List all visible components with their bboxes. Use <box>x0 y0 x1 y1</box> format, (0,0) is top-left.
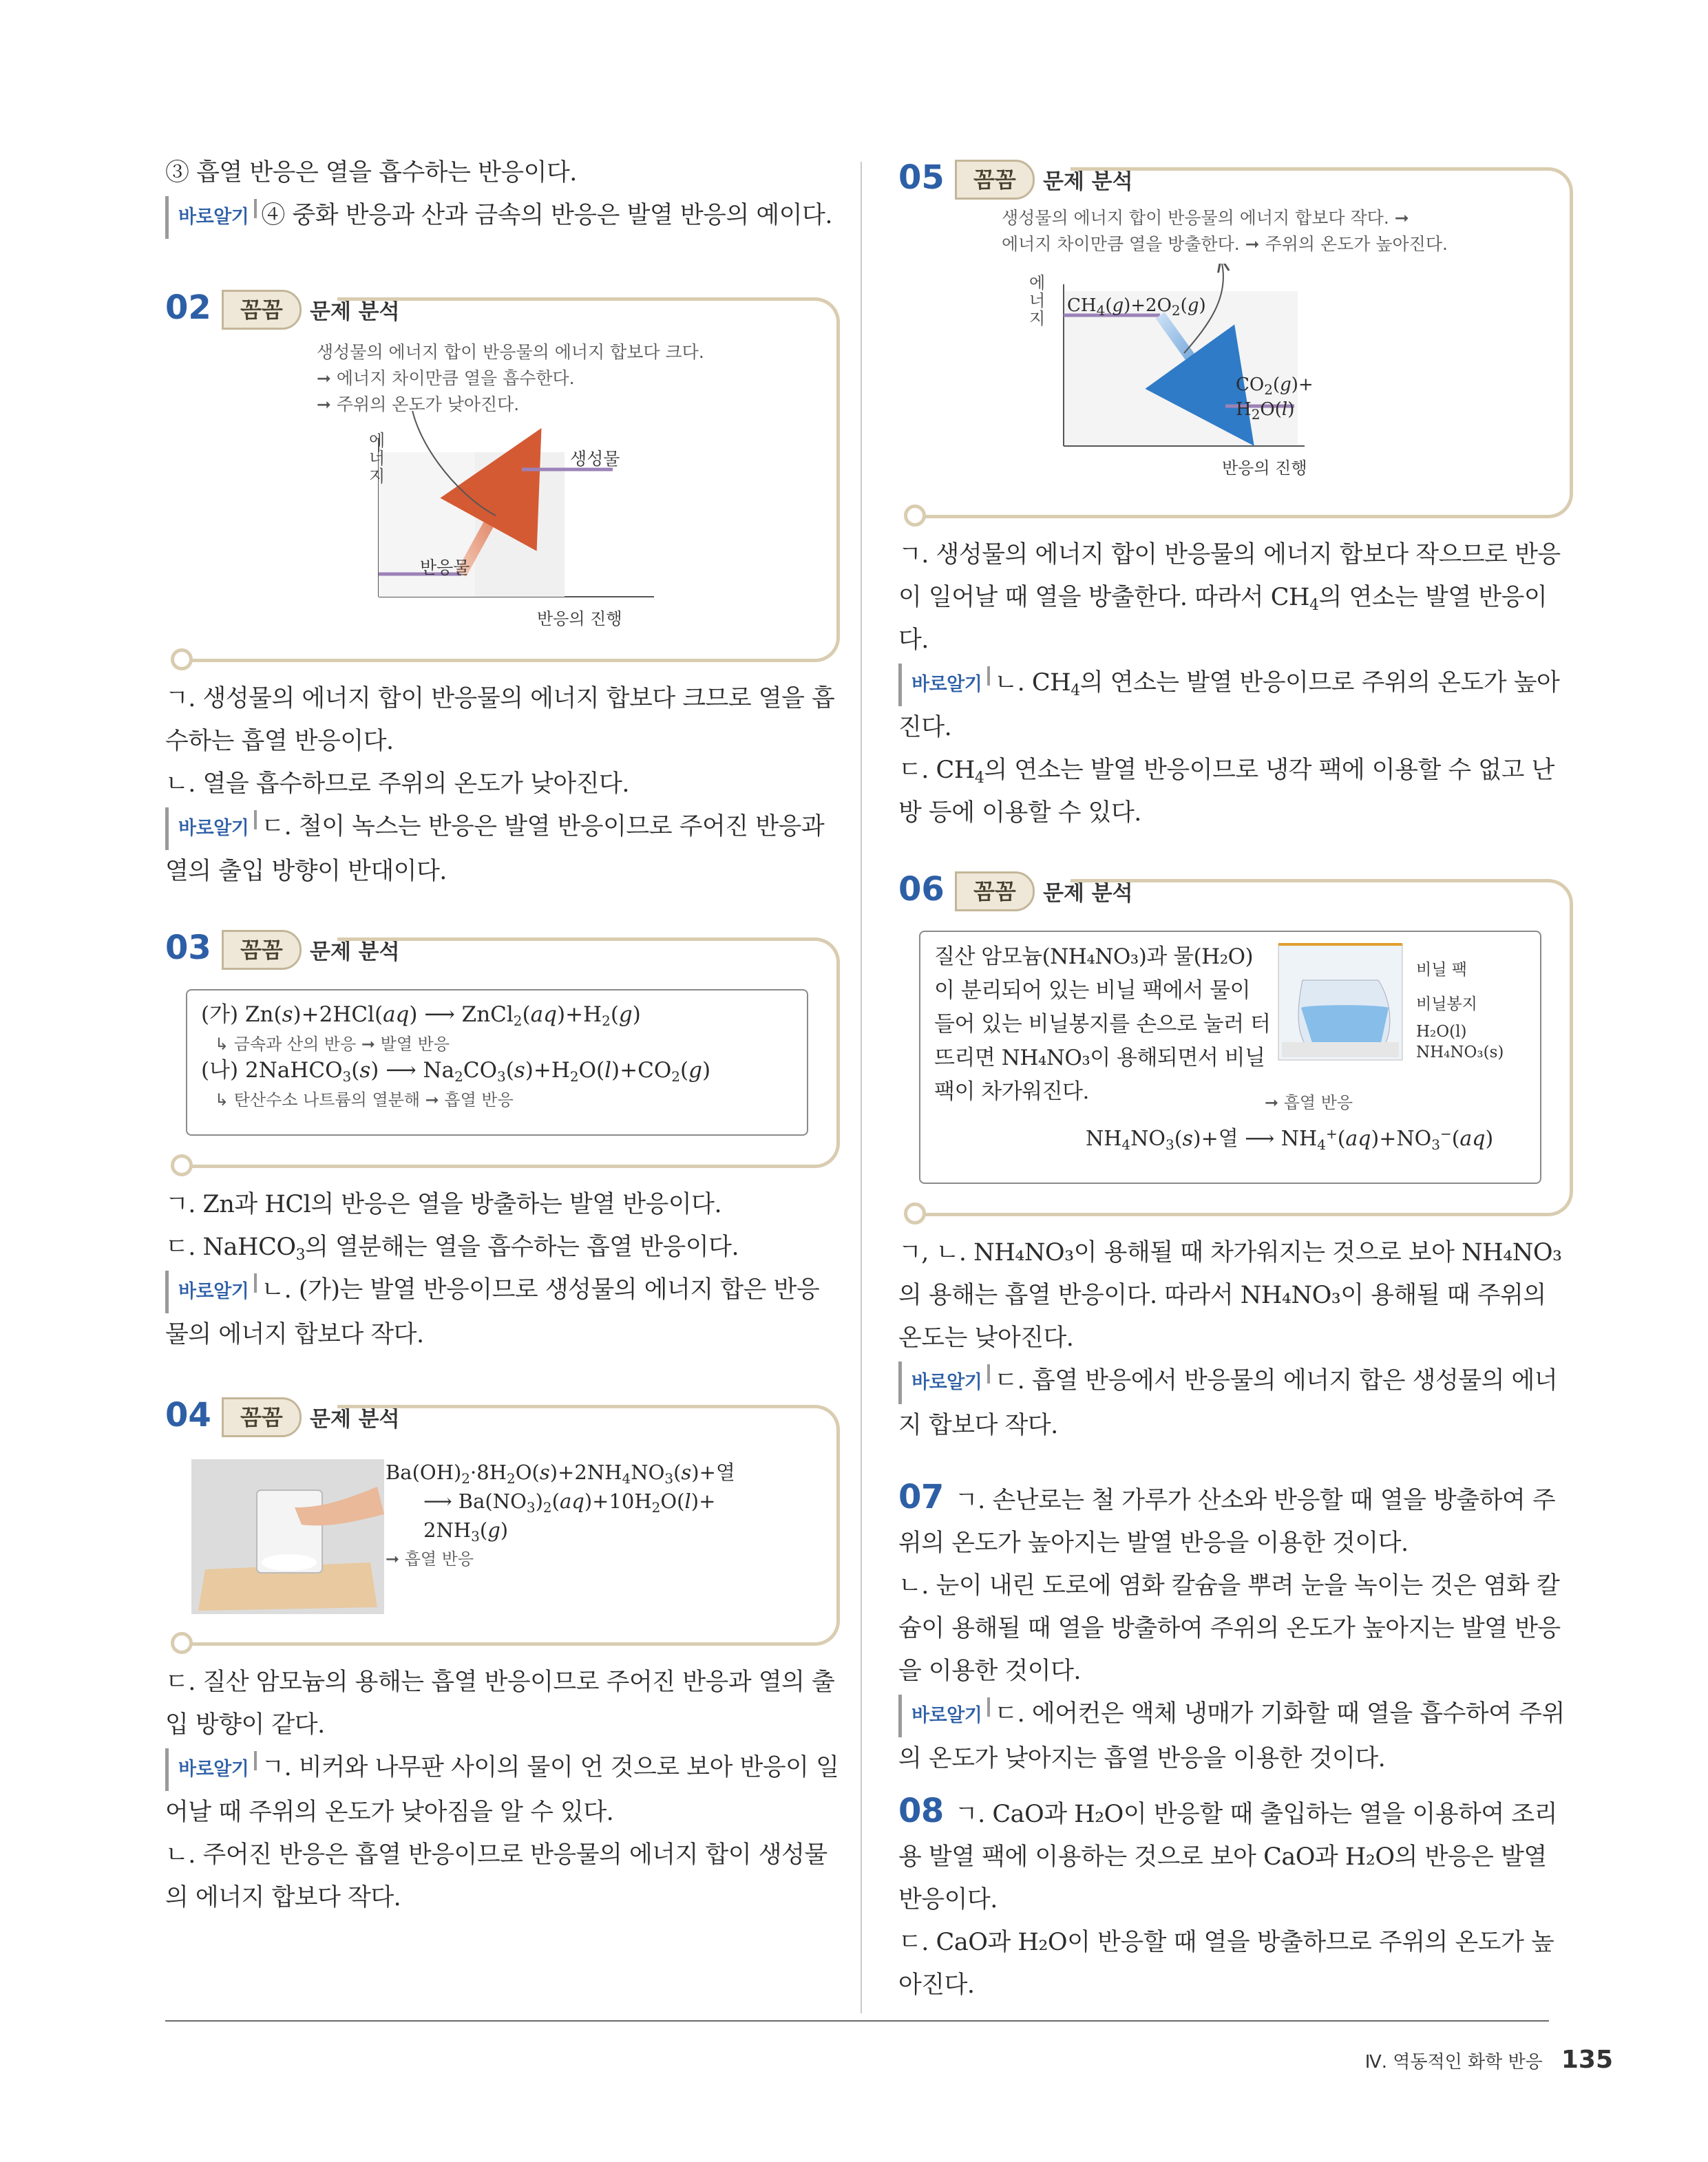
question-06-header: 06 꼼꼼 문제 분석 <box>898 869 1573 917</box>
question-05-header: 05 꼼꼼 문제 분석 <box>898 157 1573 205</box>
question-07: 07 ㄱ. 손난로는 철 가루가 산소와 반응할 때 열을 방출하여 주위의 온도가 높아지는 발열 반응을 이용한 것이다. ㄴ. 눈이 내린 도로에 염화 칼슘을 뿌려 눈을 녹이는 것은 염화 칼슘이 용해될 때 열을 방출하여 주위의 온도가 높아지는 발열 반응을 이용한 것이다. 바로알기 ㄷ. 에어컨은 액체 냉매가 기화할 때 열을 흡수하여 주위의 온도가 낮아지는 흡열 반응을 이용한 것이다. <box>898 1478 1565 1772</box>
graph-notes: 생성물의 에너지 합이 반응물의 에너지 합보다 크다. ➞ 에너지 차이만큼 열을 흡수한다. ➞ 주위의 온도가 낮아진다. <box>317 342 704 414</box>
page-number: 135 <box>1561 2046 1613 2074</box>
question-03-header: 03 꼼꼼 문제 분석 <box>165 927 840 975</box>
question-06-analysis-panel <box>912 917 1573 1216</box>
endothermic-note: ➞ 흡열 반응 <box>1265 1093 1353 1112</box>
graph-y-label: 에너지 <box>1029 273 1046 328</box>
question-04-header: 04 꼼꼼 문제 분석 <box>165 1395 840 1443</box>
reactant-formula: $CH_4(g)+2O_2(g)$ <box>1067 295 1206 319</box>
left-column <box>165 151 840 1919</box>
answer-line: ㄱ. 생성물의 에너지 합이 반응물의 에너지 합보다 크므로 열을 흡수하는 흡열 반응이다. <box>165 685 835 755</box>
equation-ga: (가) Zn(s)+2HCl(aq) ⟶ $ZnCl_2(aq)+H_2(g)$ <box>201 1002 641 1029</box>
question-02-analysis-panel <box>179 335 840 662</box>
graph-x-label: 반응의 진행 <box>1222 458 1307 478</box>
answer-line: ㄷ. NaHCO$_3$의 열분해는 열을 흡수하는 흡열 반응이다. <box>165 1233 739 1264</box>
correction-tag: 바로알기 <box>165 196 249 239</box>
answer-line: ③ 흡열 반응은 열을 흡수하는 반응이다. <box>165 159 577 187</box>
page-footer <box>1365 2046 1613 2074</box>
correction-line: 바로알기 ㄴ. (가)는 발열 반응이므로 생성물의 에너지 합은 반응물의 에너지 합보다 작다. <box>165 1269 840 1356</box>
answer-line: ㄴ. 열을 흡수하므로 주위의 온도가 낮아진다. <box>165 770 629 798</box>
cold-pack-description: 질산 암모늄(NH₄NO₃)과 물(H₂O)이 분리되어 있는 비닐 팩에서 물이 들어 있는 비닐봉지를 손으로 눌러 터뜨리면 NH₄NO₃이 용해되면서 비닐 팩이 차가워진다. <box>934 944 1271 1104</box>
cold-pack-box <box>919 931 1541 1184</box>
product-formula: $CO_2(g)+$ $H_2O(l)$ <box>1236 374 1314 423</box>
question-04-analysis-panel <box>179 1443 840 1646</box>
kkomkkom-badge: 꼼꼼 <box>222 290 302 330</box>
column-divider <box>861 162 862 2013</box>
graph-notes: 생성물의 에너지 합이 반응물의 에너지 합보다 작다. ➞ 에너지 차이만큼 열을 방출한다. ➞ 주위의 온도가 높아진다. <box>1002 208 1448 254</box>
correction-line: 바로알기 ㄷ. 흡열 반응에서 반응물의 에너지 합은 생성물의 에너지 합보다 작다. <box>898 1359 1573 1447</box>
right-column <box>898 151 1573 2006</box>
section-title: Ⅳ. 역동적인 화학 반응 <box>1364 2052 1543 2073</box>
beaker-photo <box>191 1459 384 1614</box>
correction-line: 바로알기 ㄷ. 철이 녹스는 반응은 발열 반응이므로 주어진 반응과 열의 출입 방향이 반대이다. <box>165 805 840 893</box>
answer-line: ㄴ. 주어진 반응은 흡열 반응이므로 반응물의 에너지 합이 생성물의 에너지 합보다 작다. <box>165 1841 827 1911</box>
answer-line: ㄱ. 생성물의 에너지 합이 반응물의 에너지 합보다 작으므로 반응이 일어날 때 열을 방출한다. 따라서 $CH_4$의 연소는 발열 반응이다. <box>898 541 1561 654</box>
question-number: 02 <box>165 288 211 327</box>
answer-line: ㄱ. Zn과 HCl의 반응은 열을 방출하는 발열 반응이다. <box>165 1191 722 1218</box>
answer-line: ㄷ. $CH_4$의 연소는 발열 반응이므로 냉각 팩에 이용할 수 없고 난방 등에 이용할 수 있다. <box>898 756 1554 827</box>
cold-pack-illustration <box>1275 939 1406 1063</box>
pack-labels: 비닐 팩 비닐봉지 H₂O(l) NH₄NO₃(s) <box>1416 961 1504 1061</box>
graph-x-label: 반응의 진행 <box>537 609 622 628</box>
question-03-analysis-panel <box>179 975 840 1168</box>
reaction-equations-box: (가) Zn(s)+2HCl(aq) ⟶ $ZnCl_2(aq)+H_2(g)$ ↳ 금속과 산의 반응 ➞ 발열 반응 (나) 2NaHCO$_3$(s) ⟶ $Na_2CO_3(s)+H_2O(l)+CO_2(g)$ ↳ 탄산수소 나트륨의 열분해 ➞ 흡열 반응 <box>186 989 808 1136</box>
product-label: 생성물 <box>570 449 620 469</box>
answer-line: ㄷ. 질산 암모늄의 용해는 흡열 반응이므로 주어진 반응과 열의 출입 방향이 같다. <box>165 1668 835 1739</box>
correction-line: 바로알기 ④ 중화 반응과 산과 금속의 반응은 발열 반응의 예이다. <box>165 194 840 239</box>
correction-line: 바로알기 ㄱ. 비커와 나무판 사이의 물이 언 것으로 보아 반응이 일어날 때 주위의 온도가 낮아짐을 알 수 있다. <box>165 1746 840 1834</box>
question-08: 08 ㄱ. CaO과 H₂O이 반응할 때 출입하는 열을 이용하여 조리용 발열 팩에 이용하는 것으로 보아 CaO과 H₂O의 반응은 발열 반응이다. ㄷ. CaO과 H₂O이 반응할 때 열을 방출하므로 주위의 온도가 높아진다. <box>898 1792 1557 1999</box>
answer-line: ㄱ, ㄴ. NH₄NO₃이 용해될 때 차가워지는 것으로 보아 NH₄NO₃의 용해는 흡열 반응이다. 따라서 NH₄NO₃이 용해될 때 주위의 온도는 낮아진다. <box>898 1239 1562 1352</box>
reactant-label: 반응물 <box>420 558 470 577</box>
graph-y-label: 에너지 <box>369 431 386 486</box>
dissolution-equation: $NH_4NO_3(s)+$열 ⟶ $NH_4^+(aq)+NO_3^-(aq)$ <box>1086 1125 1494 1153</box>
correction-line: 바로알기 ㄴ. $CH_4$의 연소는 발열 반응이므로 주위의 온도가 높아진다. <box>898 661 1573 749</box>
nitrate-reaction-equation: $Ba(OH)_2\cdot 8H_2O(s)+2NH_4NO_3(s)+$열 ⟶ $Ba(NO_3)_2(aq)+10H_2O(l)+ 2NH_3(g)$ ➞ 흡열 반응 <box>386 1461 735 1569</box>
equation-na: (나) 2NaHCO$_3$(s) ⟶ $Na_2CO_3(s)+H_2O(l)+CO_2(g)$ <box>201 1058 711 1085</box>
analysis-label: 문제 분석 <box>310 299 400 324</box>
footer-rule <box>165 2020 1549 2022</box>
question-05-analysis-panel <box>912 205 1573 518</box>
